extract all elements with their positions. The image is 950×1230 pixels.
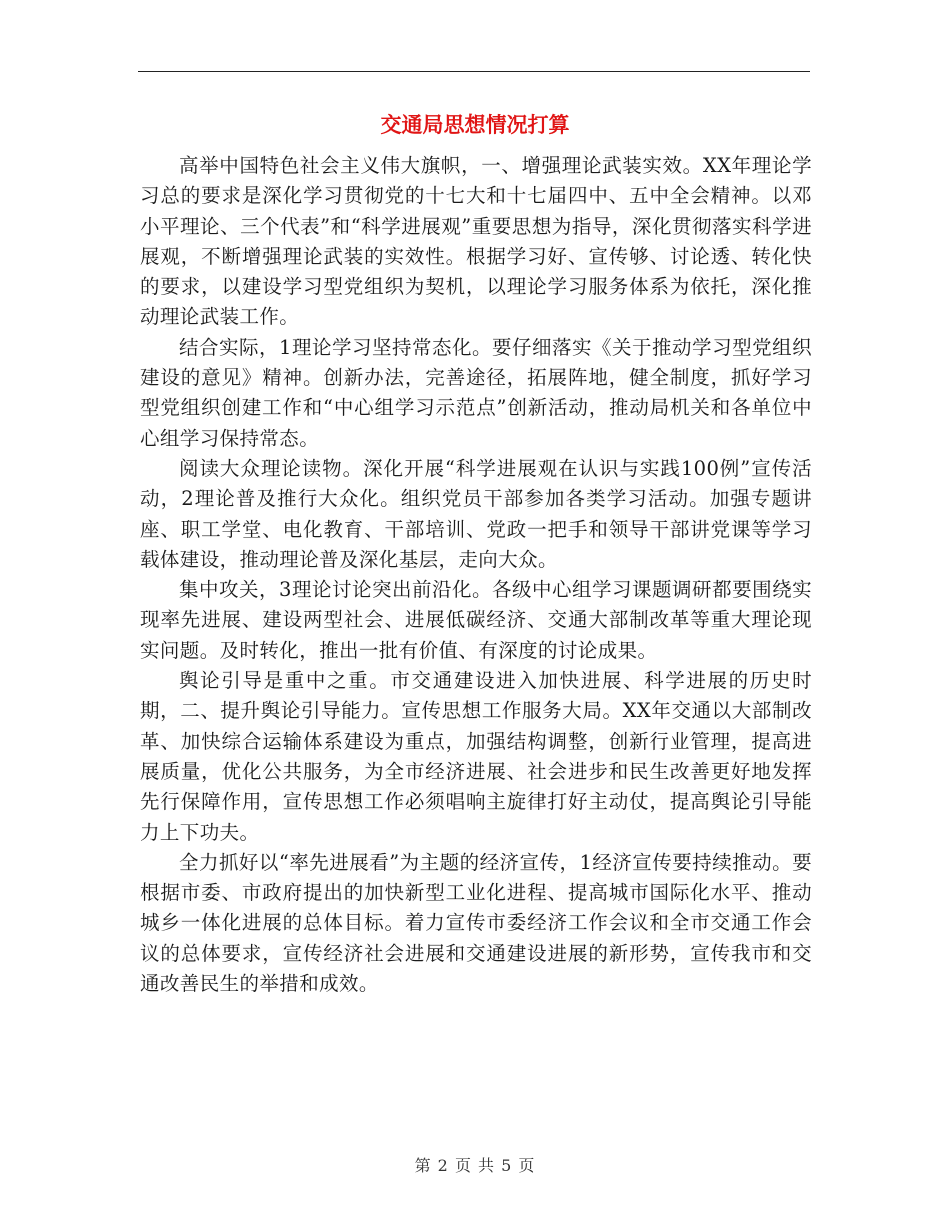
paragraph: 结合实际，1理论学习坚持常态化。要仔细落实《关于推动学习型党组织建设的意见》精神。创新办法，完善途径，拓展阵地，健全制度，抓好学习型党组织创建工作和“中心组学习示范点”创新活动，推动局机关和各单位中心组学习保持常态。 [140, 335, 812, 450]
paragraph: 阅读大众理论读物。深化开展“科学进展观在认识与实践100例”宣传活动，2理论普及推行大众化。组织党员干部参加各类学习活动。加强专题讲座、职工学堂、电化教育、干部培训、党政一把手和领导干部讲党课等学习载体建设，推动理论普及深化基层，走向大众。 [140, 456, 812, 571]
page-number: 第 2 页 共 5 页 [414, 1156, 536, 1175]
paragraph: 高举中国特色社会主义伟大旗帜，一、增强理论武装实效。XX年理论学习总的要求是深化学习贯彻党的十七大和十七届四中、五中全会精神。以邓小平理论、三个代表”和“科学进展观”重要思想为指导，深化贯彻落实科学进展观，不断增强理论武装的实效性。根据学习好、宣传够、讨论透、转化快的要求，以建设学习型党组织为契机，以理论学习服务体系为依托，深化推动理论武装工作。 [140, 154, 812, 329]
paragraph: 全力抓好以“率先进展看”为主题的经济宣传，1经济宣传要持续推动。要根据市委、市政府提出的加快新型工业化进程、提高城市国际化水平、推动城乡一体化进展的总体目标。着力宣传市委经济工作会议和全市交通工作会议的总体要求，宣传经济社会进展和交通建设进展的新形势，宣传我市和交通改善民生的举措和成效。 [140, 850, 812, 996]
document-title: 交通局思想情况打算 [380, 112, 570, 137]
paragraph: 舆论引导是重中之重。市交通建设进入加快进展、科学进展的历史时期，二、提升舆论引导能力。宣传思想工作服务大局。XX年交通以大部制改革、加快综合运输体系建设为重点，加强结构调整，创新行业管理，提高进展质量，优化公共服务，为全市经济进展、社会进步和民生改善更好地发挥先行保障作用，宣传思想工作必须唱响主旋律打好主动仗，提高舆论引导能力上下功夫。 [140, 669, 812, 844]
paragraph: 集中攻关，3理论讨论突出前沿化。各级中心组学习课题调研都要围绕实现率先进展、建设两型社会、进展低碳经济、交通大部制改革等重大理论现实问题。及时转化，推出一批有价值、有深度的讨论成果。 [140, 578, 812, 662]
document-body [140, 151, 812, 999]
header-rule [138, 71, 810, 72]
